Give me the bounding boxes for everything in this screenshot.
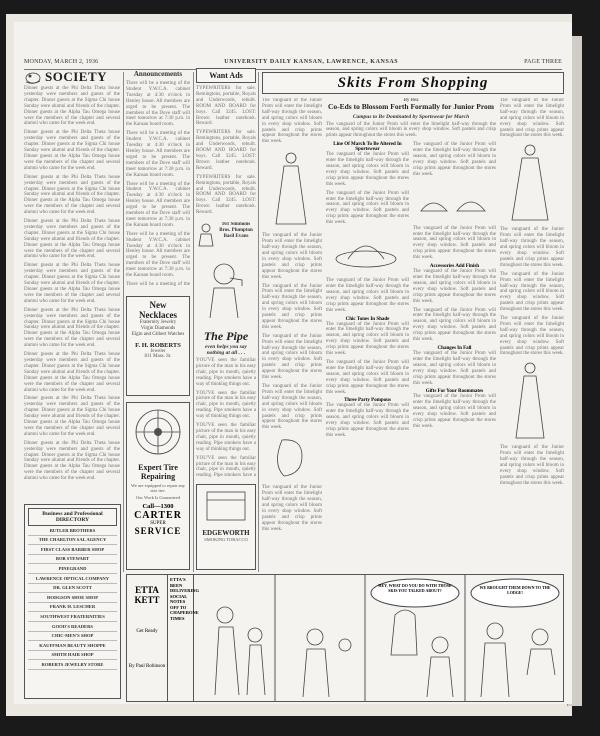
announcements-text: There will be a meeting of the Student Y.W.C.A. cabinet Tuesday at 4:30 o'clock in Henley house. All members are urged to be present. The members of the Dove staff will meet tomorrow at 7:30 p.m. in the Kansan board room. bbox=[126, 81, 190, 128]
necklaces-title: New Necklaces bbox=[139, 300, 177, 320]
skits-text: The vanguard of the Junior Prom will enter the limelight half-way through the season, and spring colors will bloom in every shop window. Soft pastels and crisp prints appear throughout the stores this week. bbox=[326, 359, 409, 395]
etta-kett-comic bbox=[126, 574, 564, 702]
skits-subhead-3: Chic Tones In Shade bbox=[345, 316, 390, 322]
announcements-text: There will be a meeting of the Student Y.W.C.A. cabinet Tuesday at 4:30 o'clock in Henley house. All members are urged to be present. The members of the Dove staff will meet tomorrow at 7:30 p.m. in the Kansan board room. bbox=[126, 231, 190, 279]
skits-subhead-7: Gifts For Your Roommates bbox=[425, 389, 484, 395]
society-text: Dinner guests at the Phi Delta Theta house yesterday were members and guests of the chapter. Dinner guests at the Sigma Chi house Sunday were alumni and friends of the chapter. Dinner guests at the Alpha Tau Omega house were the members of the chapter and several alumni who came for the week end. bbox=[24, 130, 120, 171]
skits-banner bbox=[262, 72, 564, 94]
skits-text: The vanguard of the Junior Prom will enter the limelight half-way through the season, and spring colors will bloom in every shop window. Soft pastels and crisp prints appear throughout the stores this week. bbox=[500, 98, 564, 139]
skits-text: The vanguard of the Junior Prom will enter the limelight half-way through the season, and spring colors will bloom in every shop window. Soft pastels and crisp prints appear throughout the stores this week. bbox=[326, 321, 409, 357]
directory-entry: ROBERTS JEWELRY STORE bbox=[28, 660, 117, 670]
skits-text: The vanguard of the Junior Prom will enter the limelight half-way through the season, and spring colors will bloom in every shop window. Soft pastels and crisp prints appear throughout the stores this week. bbox=[326, 403, 409, 438]
pipe-title: The Pipe bbox=[203, 329, 249, 343]
want-ads-text: TYPEWRITERS for sale. Remingtons, portable, Royals and Underwoods, rebuilt. ROOM AND BOARD for boys. Call 3245. LOST: Brown leather notebook. Reward. bbox=[196, 86, 256, 127]
comic-panel-1 bbox=[168, 575, 200, 701]
dress-illustration-icon bbox=[262, 148, 320, 228]
skits-headline: Co-Eds to Blossom Forth Formally for Junior Prom bbox=[327, 102, 495, 111]
necklaces-ad bbox=[126, 296, 190, 396]
tobacco-tin-icon bbox=[201, 488, 251, 524]
directory-entry: HODGSON SHOE SHOP bbox=[28, 593, 117, 603]
comic-author: By Paul Robinson bbox=[128, 664, 166, 669]
skits-columns bbox=[326, 142, 496, 442]
tire-service: SERVICE bbox=[134, 526, 182, 536]
directory-entry: DR. GLEN SCOTT bbox=[28, 584, 117, 594]
skits-subcolumn bbox=[413, 142, 496, 442]
skits-subhead: Campus to Be Dominated by Sportswear for March bbox=[352, 113, 470, 120]
society-text: Dinner guests at the Phi Delta Theta house yesterday were members and guests of the chapter. Dinner guests at the Sigma Chi house Sunday were alumni and friends of the chapter. Dinner guests at the Alpha Tau Omega house were the members of the chapter and several alumni who came for the week end. bbox=[24, 307, 120, 349]
pipe-ad bbox=[196, 258, 256, 478]
necklaces-line: Fraternity Jewelry bbox=[139, 320, 177, 325]
shirt-ad-text: 161 Simmons Bros. Plumpton Basil Evans bbox=[219, 222, 253, 239]
pipe-smoker-illustration-icon bbox=[196, 258, 254, 324]
tire-call: Call—1300 bbox=[142, 503, 174, 510]
directory-entry: SMITH HAIR SHOP bbox=[28, 651, 117, 661]
directory-entry: LAWRENCE OPTICAL COMPANY bbox=[28, 574, 117, 584]
want-ads-text: TYPEWRITERS for sale. Remingtons, portable, Royals and Underwoods, rebuilt. ROOM AND BOARD for boys. Call 3245. LOST: Brown leather notebook. Reward. bbox=[196, 174, 256, 216]
skits-text: The vanguard of the Junior Prom will enter the limelight half-way through the season, and spring colors will bloom in every shop window. Soft pastels and crisp prints appear throughout the stores this week. bbox=[326, 152, 409, 187]
header-date: MONDAY, MARCH 2, 1936 bbox=[24, 59, 99, 65]
announcements-title: Announcements bbox=[133, 70, 183, 78]
shirt-ad bbox=[196, 222, 256, 254]
skits-text: The vanguard of the Junior Prom will enter the limelight half-way through the season, and spring colors will bloom in every shop window. Soft pastels and crisp prints appear throughout the stores this week. bbox=[262, 233, 322, 280]
skits-text: The vanguard of the Junior Prom will enter the limelight half-way through the season, and spring colors will bloom in every shop window. Soft pastels and crisp prints appear throughout the stores this week. bbox=[413, 350, 496, 386]
necklaces-store: F. H. ROBERTS bbox=[135, 342, 181, 349]
skits-subhead-6: Changes In Fall bbox=[437, 345, 472, 351]
tire-title: Expert Tire Repairing bbox=[138, 463, 178, 481]
tire-super: SUPER bbox=[150, 521, 166, 526]
header-page-number: PAGE THREE bbox=[524, 59, 562, 65]
skits-text: The vanguard of the Junior Prom will enter the limelight half-way through the season, and spring colors will bloom in every shop window. Soft pastels and crisp prints appear throughout the stores this week. bbox=[413, 225, 496, 261]
pipe-text: YOU'VE seen the familiar picture of the man in his easy chair, pipe in mouth, quietly reading. Pipe smokers have a way of thinking things out. bbox=[196, 358, 256, 387]
announcements-text: There will be a meeting of the Student Y.W.C.A. cabinet Tuesday at 4:30 o'clock in Henley house. All members are urged to be present. The members of the Dove staff will meet tomorrow at 7:30 p.m. in the Kansan board room. bbox=[126, 131, 190, 178]
society-text: Dinner guests at the Phi Delta Theta house yesterday were members and guests of the chapter. Dinner guests at the Sigma Chi house Sunday were alumni and friends of the chapter. Dinner guests at the Alpha Tau Omega house were the members of the chapter and several alumni who came for the week end. bbox=[24, 219, 120, 260]
skits-text: The vanguard of the Junior Prom will enter the limelight half-way through the season, and spring colors will bloom in every shop window. Soft pastels and crisp prints appear throughout the stores this week. bbox=[262, 98, 322, 145]
business-directory bbox=[24, 504, 121, 699]
skits-subhead-5: Three Party Pompous bbox=[344, 398, 391, 404]
tire-illustration-icon bbox=[130, 406, 186, 458]
directory-entry: GOOD'S READERS bbox=[28, 622, 117, 632]
announcements-text: There will be a meeting of the bbox=[126, 282, 190, 287]
necklaces-address: 811 Mass. St. bbox=[144, 354, 172, 359]
directory-entry: BUTLER BROTHERS bbox=[28, 526, 117, 536]
skits-column-right bbox=[500, 98, 564, 568]
hat-illustration-icon bbox=[326, 229, 406, 273]
comic-title-panel bbox=[127, 575, 168, 701]
directory-title: Business and Professional DIRECTORY bbox=[28, 508, 117, 526]
skits-text: The vanguard of the Junior Prom will enter the limelight half-way through the season, and spring colors will bloom in every shop window. Soft pastels and crisp prints appear throughout the stores this week. bbox=[413, 269, 496, 304]
tire-body: We are equipped to repair any size tire. bbox=[131, 483, 185, 493]
society-ornament-icon bbox=[24, 69, 42, 85]
skits-text: The vanguard of the Junior Prom will enter the limelight half-way through the season, and spring colors will bloom in every shop window. Soft pastels and crisp prints appear throughout the stores this week. bbox=[500, 271, 564, 313]
directory-entry: FRANK H. LESCHER bbox=[28, 603, 117, 613]
society-text: Dinner guests at the Phi Delta Theta house yesterday were members and guests of the chapter. Dinner guests at the Sigma Chi house Sunday were alumni and friends of the chapter. Dinner guests at the Alpha Tau Omega house were the members of the chapter and several alumni who came for the week end. bbox=[24, 174, 120, 216]
society-text: Dinner guests at the Phi Delta Theta house yesterday were members and guests of the chapter. Dinner guests at the Sigma Chi house Sunday were alumni and friends of the chapter. Dinner guests at the Alpha Tau Omega house were the members of the chapter and several alumni who came for the week end. bbox=[24, 396, 120, 437]
comic-title: ETTA KETT bbox=[134, 585, 160, 605]
tire-carter: CARTER bbox=[134, 510, 182, 521]
skits-text: The vanguard of the Junior Prom will enter the limelight half-way through the season, and spring colors will bloom in every shop window. Soft pastels and crisp prints appear throughout the stores this week. bbox=[262, 384, 322, 431]
society-text: Dinner guests at the Phi Delta Theta house yesterday were members and guests of the chapter. Dinner guests at the Sigma Chi house Sunday were alumni and friends of the chapter. Dinner guests at the Alpha Tau Omega house were the members of the chapter and several alumni who came for the week end. bbox=[24, 86, 120, 127]
society-text: Dinner guests at the Phi Delta Theta house yesterday were members and guests of the chapter. Dinner guests at the Sigma Chi house Sunday were alumni and friends of the chapter. Dinner guests at the Alpha Tau Omega house were the members of the chapter and several alumni who came for the week end. bbox=[24, 440, 120, 482]
want-ads-title: Want Ads bbox=[196, 68, 256, 83]
skits-byline: By Bea bbox=[403, 98, 419, 103]
directory-entry: KAUFFMAN BEAUTY SHOPPE bbox=[28, 641, 117, 651]
comic-panel1-text: ETTA'S BEEN DELIVERING SOCIAL NOTES OFF TO CHAPERONE TIMES bbox=[170, 577, 200, 621]
necklaces-line: Virgin Diamonds bbox=[140, 326, 176, 331]
woman-profile-illustration-icon bbox=[262, 434, 320, 480]
skits-text: The vanguard of the Junior Prom will enter the limelight half-way through the season, and spring colors will bloom in every shop window. Soft pastels and crisp prints appear throughout the stores this week. bbox=[262, 333, 322, 381]
society-text: Dinner guests at the Phi Delta Theta house yesterday were members and guests of the chapter. Dinner guests at the Sigma Chi house Sunday were alumni and friends of the chapter. Dinner guests at the Alpha Tau Omega house were the members of the chapter and several alumni who came for the week end. bbox=[24, 352, 120, 393]
edgeworth-title: EDGEWORTH bbox=[202, 529, 250, 537]
man-illustration-icon bbox=[196, 222, 216, 248]
directory-list bbox=[28, 526, 117, 670]
skits-text: The vanguard of the Junior Prom will enter the limelight half-way through the season, and spring colors will bloom in every shop window. Soft pastels and crisp prints appear throughout the stores this week. bbox=[326, 278, 409, 313]
tire-guarantee: Our Work Is Guaranteed bbox=[135, 495, 181, 500]
directory-entry: CHIC-MEN'S SHOP bbox=[28, 632, 117, 642]
edgeworth-ad bbox=[196, 484, 256, 570]
directory-entry: THE CHARLTON SAL AGENCY bbox=[28, 536, 117, 546]
skits-text: The vanguard of the Junior Prom will enter the limelight half-way through the season, and spring colors will bloom in every shop window. Soft pastels and crisp prints appear throughout the stores this week. bbox=[500, 227, 564, 268]
column-rule bbox=[258, 72, 259, 572]
skits-text: The vanguard of the Junior Prom will enter the limelight half-way through the season, and spring colors will bloom in every shop window. Soft pastels and crisp prints appear throughout the stores this week. bbox=[326, 190, 409, 226]
skits-text: The vanguard of the Junior Prom will enter the limelight half-way through the season, and spring colors will bloom in every shop window. Soft pastels and crisp prints appear throughout the stores this week. bbox=[500, 316, 564, 357]
skits-subhead-4: Accessories Add Finish bbox=[429, 264, 480, 270]
society-logo: SOCIETY bbox=[45, 69, 108, 84]
skits-text: The vanguard of the Junior Prom will enter the limelight half-way through the season, and spring colors will bloom in every shop window. Soft pastels and crisp prints appear throughout the stores this week. bbox=[413, 307, 496, 343]
column-rule bbox=[193, 72, 194, 572]
announcements-column bbox=[126, 68, 190, 288]
skits-title: Skits From Shopping bbox=[337, 74, 489, 91]
edgeworth-sub: SMOKING TOBACCO bbox=[204, 537, 248, 542]
directory-entry: FIRST CLASS BARBER SHOP bbox=[28, 545, 117, 555]
pipe-text: YOU'VE seen the familiar picture of the man in his easy chair, pipe in mouth, quietly reading. Pipe smokers have a way of thinking things out. bbox=[196, 423, 256, 452]
skits-text: The vanguard of the Junior Prom will enter the limelight half-way through the season, and spring colors will bloom in every shop window. Soft pastels and crisp prints appear throughout the stores this week. bbox=[413, 394, 496, 429]
header-masthead: UNIVERSITY DAILY KANSAN, LAWRENCE, KANSAS bbox=[224, 59, 399, 65]
want-ads-text: TYPEWRITERS for sale. Remingtons, portable, Royals and Underwoods, rebuilt. ROOM AND BOARD for boys. Call 3245. LOST: Brown leather notebook. Reward. bbox=[196, 130, 256, 171]
pipe-text: YOU'VE seen the familiar picture of the man in his easy chair, pipe in mouth, quietly reading. Pipe smokers have a bbox=[196, 455, 256, 478]
skits-text: The vanguard of the Junior Prom will enter the limelight half-way through the season, and spring colors will bloom in every shop window. Soft pastels and crisp prints appear throughout the stores this week. bbox=[500, 445, 564, 486]
society-flag bbox=[24, 68, 114, 86]
skits-main bbox=[326, 98, 496, 568]
pipe-text: YOU'VE seen the familiar picture of the man in his easy chair, pipe in mouth, quietly reading. Pipe smokers have a way of thinking things out. bbox=[196, 390, 256, 420]
skits-text: The vanguard of the Junior Prom will enter the limelight half-way through the season, and spring colors will bloom in every shop window. Soft pastels and crisp prints appear throughout the stores this week. bbox=[262, 283, 322, 330]
comic-balloon-1: HEY, WHAT DO YOU DO WITH THOSE SKIS YOU TALKED ABOUT? bbox=[378, 583, 452, 593]
directory-entry: BOB STEWART bbox=[28, 555, 117, 565]
directory-entry: SOUTHWEST FRATERNITIES bbox=[28, 612, 117, 622]
want-ads-column bbox=[196, 68, 256, 218]
directory-entry: PINEGRAND bbox=[28, 564, 117, 574]
skits-text: The vanguard of the Junior Prom will enter the limelight half-way through the season, and spring colors will bloom in every shop window. Soft pastels and crisp prints appear throughout the stores this week. bbox=[413, 142, 496, 177]
society-column bbox=[24, 68, 120, 498]
shoes-illustration-icon bbox=[413, 181, 493, 221]
tire-repair-ad bbox=[126, 402, 190, 570]
necklaces-line: Elgin and Gilbert Watches bbox=[131, 332, 185, 337]
column-rule bbox=[123, 72, 124, 572]
dress-figure-illustration-icon bbox=[500, 360, 560, 440]
necklaces-lines bbox=[130, 320, 186, 338]
gown-illustration-icon bbox=[500, 142, 560, 222]
comic-balloon-2: WE BROUGHT THEM DOWN TO THE LODGE! bbox=[479, 585, 551, 595]
skits-text: The vanguard of the Junior Prom will enter the limelight half-way through the season, and spring colors will bloom in every shop window. Soft pastels and crisp prints appear throughout the stores this week. bbox=[326, 121, 496, 139]
skits-column-1 bbox=[262, 98, 322, 568]
pipe-tagline: even helps you say nothing at all . . . bbox=[204, 344, 247, 356]
skits-subcolumn bbox=[326, 142, 409, 442]
comic-subtitle: Get Ready bbox=[136, 629, 158, 634]
skits-text: The vanguard of the Junior Prom will enter the limelight half-way through the season, and spring colors will bloom in every shop window. Soft pastels and crisp prints appear throughout the stores this week. bbox=[262, 485, 322, 532]
society-text: Dinner guests at the Phi Delta Theta house yesterday were members and guests of the chapter. Dinner guests at the Sigma Chi house Sunday were alumni and friends of the chapter. Dinner guests at the Alpha Tau Omega house were the members of the chapter and several alumni who came for the week end. bbox=[24, 263, 120, 304]
announcements-text: There will be a meeting of the Student Y.W.C.A. cabinet Tuesday at 4:30 o'clock in Henley house. All members are urged to be present. The members of the Dove staff will meet tomorrow at 7:30 p.m. in the Kansan board room. bbox=[126, 181, 190, 228]
necklaces-role: Jeweler bbox=[150, 349, 166, 354]
skits-subhead-2: Line Of March To Be Altered In Sportswear bbox=[333, 142, 402, 153]
